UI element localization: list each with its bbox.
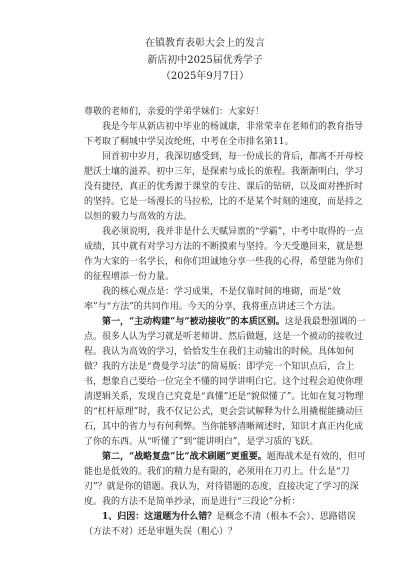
paragraph-text: 我是今年从新店初中毕业的杨诚康，非常荣幸在老师们的教育指导下考取了桐城中学吴汝纶班，中考在全市排名第11。 <box>84 122 364 147</box>
paragraph-text: 回首初中岁月，我深切感受到，每一份成长的背后，都离不开母校肥沃土壤的滋养。初中三年，是探索与成长的旅程。我渐渐明白，学习没有捷径，真正的优秀源于课堂的专注、课后的钻研，以及面对挫折时的坚持。它是一场漫长的马拉松，比的不是某个时刻的速度，而是持之以恒的毅力与高效的方法。 <box>84 152 364 222</box>
paragraph-heading: 第二，“战略复盘”比“战术刷题”更重要。 <box>102 452 267 462</box>
paragraph-core-view <box>84 285 366 315</box>
title-line-date: （2025年9月7日） <box>160 71 250 82</box>
paragraph-reflection <box>84 150 366 225</box>
paragraph-greeting <box>84 105 366 120</box>
title-line-speaker: 新店初中2025届优秀学子 <box>147 54 263 66</box>
paragraph-text: 是概念不清（根本不会）、思路错误（方法不对）还是审题失误（粗心）？ <box>84 512 356 537</box>
paragraph-method-two <box>84 450 366 510</box>
paragraph-purpose <box>84 225 366 285</box>
paragraph-text: 这是我最想强调的一点。很多人认为学习就是听老师讲、然后做题，这是一个被动的接收过程。我认为高效的学习，恰恰发生在我们主动输出的时候。具体如何做？我的方法是“费曼学习法”的简易版：即学完一个知识点后，合上书，想象自己要给一位完全不懂的同学讲明白它。这个过程会迫使你理清逻辑关系，发现自己究竟是“真懂”还是“貌似懂了”。比如在复习物理的“杠杆原理”时，我不仅记公式，更会尝试解释为什么用撬棍能撬动巨石，其中的省力与有何利弊。当你能够清晰阐述时，知识才真正内化成了你的东西。从“听懂了”到“能讲明白”，是学习质的飞跃。 <box>84 317 366 447</box>
paragraph-step-attribution <box>84 510 366 540</box>
speech-title <box>0 36 410 86</box>
paragraph-text: 我的核心观点是：学习成果，不是仅靠时间的堆砌，而是“效率”与“方法”的共同作用。今天的分享，我将重点讲述三个方法。 <box>84 287 341 312</box>
speech-body <box>84 105 366 540</box>
paragraph-text: 我必须说明，我并非是什么天赋异禀的“学霸”，中考中取得的一点成绩，其中就有对学习方法的不断摸索与坚持。今天受邀回来，就是想作为大家的一名学长，和你们坦诚地分享一些我的心得，希望能为你们的征程增添一份力量。 <box>84 227 364 282</box>
paragraph-method-one <box>84 315 366 450</box>
title-line-event: 在镇教育表彰大会上的发言 <box>145 38 265 49</box>
paragraph-heading: 1、归因：这道题为什么错？ <box>102 512 217 522</box>
paragraph-text: 题海战术是有效的，但可能也是低效的。我们的精力是有限的，必须用在刀刃上。什么是“刀刃”？就是你的错题。我认为，对待错题的态度，直接决定了学习的深度。我的方法不是简单抄录，而是进行“三段论”分析： <box>84 452 366 507</box>
paragraph-intro <box>84 120 366 150</box>
paragraph-text: 尊敬的老师们，亲爱的学弟学妹们：大家好！ <box>84 107 265 117</box>
paragraph-heading: 第一，“主动构建”与“被动接收”的本质区别。 <box>102 317 285 327</box>
